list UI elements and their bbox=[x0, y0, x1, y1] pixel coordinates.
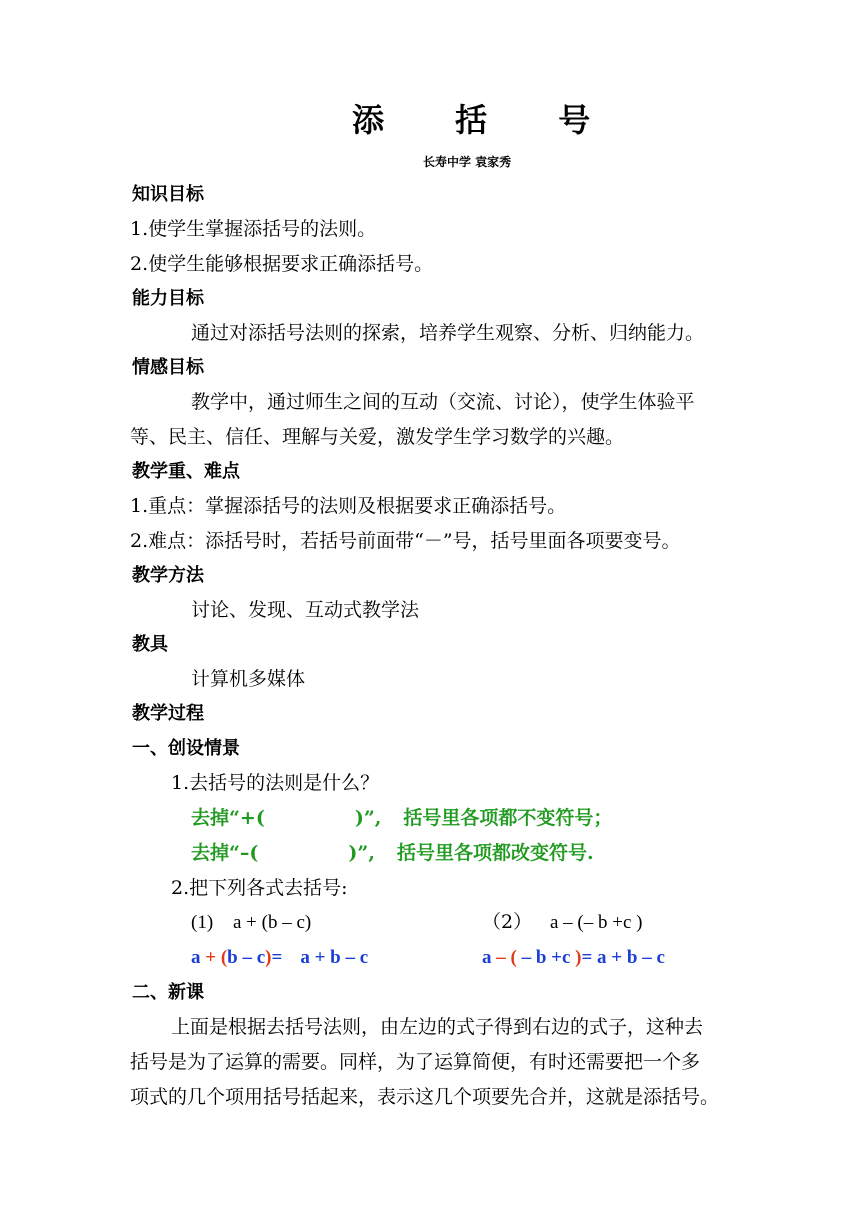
answer-1-open-paren: + ( bbox=[205, 947, 228, 968]
answer-1-equals: = bbox=[271, 947, 283, 968]
knowledge-item-1: 1.使学生掌握添括号的法则。 bbox=[130, 218, 377, 240]
rule-line-1 bbox=[191, 809, 612, 828]
doc-title: 添 括 号 bbox=[352, 101, 621, 139]
rule-2-prefix: 去掉“–( bbox=[191, 842, 259, 864]
heading-method: 教学方法 bbox=[132, 565, 204, 586]
emotion-line-1: 教学中，通过师生之间的互动（交流、讨论），使学生体验平 bbox=[191, 391, 695, 413]
rule-1-close: )”, bbox=[354, 807, 382, 829]
exercise-2-expression: a – (– b +c ) bbox=[550, 912, 643, 933]
section-2-line-2: 括号是为了运算的需要。同样，为了运算简便，有时还需要把一个多 bbox=[130, 1051, 701, 1073]
answer-1-close-paren: ) bbox=[265, 947, 272, 968]
section-2-line-3: 项式的几个项用括号括起来，表示这几个项要先合并，这就是添括号。 bbox=[130, 1086, 720, 1108]
key-point-2: 2.难点：添括号时，若括号前面带“－”号，括号里面各项要变号。 bbox=[130, 530, 681, 552]
question-2: 2.把下列各式去括号: bbox=[171, 877, 348, 899]
section-2-line-1: 上面是根据去括号法则，由左边的式子得到右边的式子，这种去 bbox=[171, 1016, 704, 1038]
rule-1-prefix: 去掉“+( bbox=[191, 807, 265, 829]
question-1: 1.去括号的法则是什么？ bbox=[171, 772, 380, 794]
answer-2-a: a bbox=[482, 947, 492, 968]
ability-text: 通过对添括号法则的探索，培养学生观察、分析、归纳能力。 bbox=[191, 322, 705, 344]
heading-process: 教学过程 bbox=[132, 703, 204, 724]
doc-author: 长寿中学 袁家秀 bbox=[423, 155, 512, 169]
heading-section-1: 一、创设情景 bbox=[132, 738, 240, 759]
answer-2-close-paren: ) bbox=[575, 947, 582, 968]
key-point-1: 1.重点：掌握添括号的法则及根据要求正确添括号。 bbox=[130, 495, 567, 517]
answer-1-result: a + b – c bbox=[300, 947, 369, 968]
emotion-line-2: 等、民主、信任、理解与关爱，激发学生学习数学的兴趣。 bbox=[130, 426, 625, 448]
heading-emotion: 情感目标 bbox=[132, 357, 204, 378]
heading-section-2: 二、新课 bbox=[132, 982, 204, 1003]
exercise-2-label: （2） bbox=[482, 911, 533, 933]
rule-2-text: 括号里各项都改变符号. bbox=[396, 842, 594, 864]
heading-key-points: 教学重、难点 bbox=[132, 461, 240, 482]
tools-text: 计算机多媒体 bbox=[191, 668, 306, 690]
heading-ability: 能力目标 bbox=[132, 288, 204, 309]
knowledge-item-2: 2.使学生能够根据要求正确添括号。 bbox=[130, 253, 434, 275]
rule-line-2 bbox=[191, 844, 594, 863]
answer-2 bbox=[482, 948, 665, 967]
rule-2-close: )”, bbox=[348, 842, 375, 864]
answer-1-a: a bbox=[191, 947, 201, 968]
answer-2-inner: – b +c bbox=[521, 947, 571, 968]
exercise-1-expression: a + (b – c) bbox=[233, 912, 312, 933]
heading-knowledge: 知识目标 bbox=[132, 184, 204, 205]
answer-2-result: = a + b – c bbox=[581, 947, 665, 968]
rule-1-text: 括号里各项都不变符号； bbox=[403, 807, 613, 829]
method-text: 讨论、发现、互动式教学法 bbox=[191, 599, 420, 621]
answer-1-inner: b – c bbox=[227, 947, 266, 968]
heading-tools: 教具 bbox=[132, 634, 168, 655]
answer-1 bbox=[191, 948, 368, 967]
exercise-1-label: (1) bbox=[191, 912, 214, 933]
answer-2-open-paren: – ( bbox=[496, 947, 517, 968]
